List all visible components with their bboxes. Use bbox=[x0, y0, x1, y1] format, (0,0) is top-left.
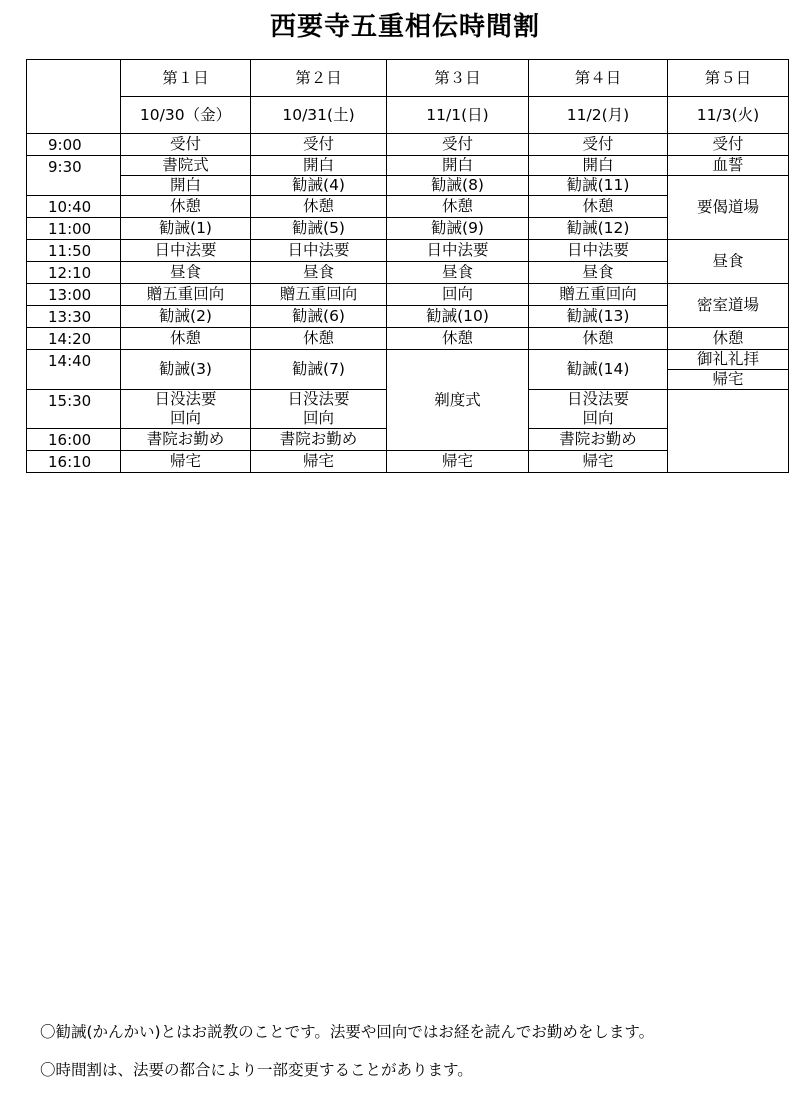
session-cell: 休憩 bbox=[529, 196, 668, 218]
session-cell: 開白 bbox=[121, 176, 251, 196]
session-line: 日没法要 bbox=[287, 390, 350, 408]
session-cell: 剃度式 bbox=[387, 350, 529, 451]
session-line: 回向 bbox=[302, 409, 334, 427]
time-label: 13:30 bbox=[27, 306, 121, 328]
time-label: 11:00 bbox=[27, 218, 121, 240]
session-cell: 日中法要 bbox=[387, 240, 529, 262]
session-cell: 書院お勤め bbox=[529, 429, 668, 451]
session-cell: 帰宅 bbox=[387, 451, 529, 473]
day-date: 11/3(火) bbox=[668, 97, 789, 134]
session-cell: 贈五重回向 bbox=[251, 284, 387, 306]
session-cell: 昼食 bbox=[387, 262, 529, 284]
session-cell: 勧誡(7) bbox=[251, 350, 387, 390]
day-header: 第５日 bbox=[668, 60, 789, 97]
time-label: 13:00 bbox=[27, 284, 121, 306]
session-cell: 勧誡(2) bbox=[121, 306, 251, 328]
session-cell: 休憩 bbox=[668, 328, 789, 350]
session-line: 日没法要 bbox=[566, 390, 629, 408]
session-cell: 帰宅 bbox=[121, 451, 251, 473]
session-cell: 帰宅 bbox=[251, 451, 387, 473]
session-cell: 開白 bbox=[529, 156, 668, 176]
session-cell: 血誓 bbox=[668, 156, 789, 176]
session-cell: 受付 bbox=[251, 134, 387, 156]
session-line: 回向 bbox=[582, 409, 614, 427]
empty-cell bbox=[668, 390, 789, 473]
time-label: 16:10 bbox=[27, 451, 121, 473]
day-header: 第１日 bbox=[121, 60, 251, 97]
session-cell bbox=[529, 390, 668, 429]
session-cell: 昼食 bbox=[251, 262, 387, 284]
session-line: 回向 bbox=[169, 409, 201, 427]
session-cell: 帰宅 bbox=[529, 451, 668, 473]
time-label: 9:00 bbox=[27, 134, 121, 156]
session-cell: 休憩 bbox=[121, 328, 251, 350]
session-cell: 密室道場 bbox=[668, 284, 789, 328]
session-cell: 勧誡(8) bbox=[387, 176, 529, 196]
session-cell: 勧誡(1) bbox=[121, 218, 251, 240]
notes bbox=[40, 1021, 654, 1081]
time-label: 11:50 bbox=[27, 240, 121, 262]
session-cell: 受付 bbox=[387, 134, 529, 156]
session-cell bbox=[251, 390, 387, 429]
session-cell: 受付 bbox=[121, 134, 251, 156]
session-cell: 昼食 bbox=[121, 262, 251, 284]
session-cell: 休憩 bbox=[251, 196, 387, 218]
session-cell: 日中法要 bbox=[251, 240, 387, 262]
day-date: 10/30（金） bbox=[121, 97, 251, 134]
day-date: 11/2(月) bbox=[529, 97, 668, 134]
day-header: 第２日 bbox=[251, 60, 387, 97]
note-line: 〇勧誡(かんかい)とはお説教のことです。法要や回向ではお経を読んでお勤めをします。 bbox=[40, 1023, 655, 1041]
session-cell: 帰宅 bbox=[668, 370, 789, 390]
time-label: 16:00 bbox=[27, 429, 121, 451]
session-cell: 御礼礼拝 bbox=[668, 350, 789, 370]
session-cell: 贈五重回向 bbox=[529, 284, 668, 306]
time-label: 9:30 bbox=[27, 156, 121, 196]
time-label: 12:10 bbox=[27, 262, 121, 284]
session-cell: 勧誡(9) bbox=[387, 218, 529, 240]
session-cell: 勧誡(6) bbox=[251, 306, 387, 328]
session-cell: 勧誡(10) bbox=[387, 306, 529, 328]
session-cell: 休憩 bbox=[387, 328, 529, 350]
session-cell: 書院式 bbox=[121, 156, 251, 176]
session-cell: 昼食 bbox=[668, 240, 789, 284]
session-cell: 要偈道場 bbox=[668, 176, 789, 240]
session-cell: 勧誡(12) bbox=[529, 218, 668, 240]
timetable bbox=[26, 59, 789, 473]
session-cell: 書院お勤め bbox=[121, 429, 251, 451]
session-cell: 受付 bbox=[668, 134, 789, 156]
day-date: 10/31(土) bbox=[251, 97, 387, 134]
session-line: 日没法要 bbox=[154, 390, 217, 408]
session-cell: 贈五重回向 bbox=[121, 284, 251, 306]
session-cell: 開白 bbox=[387, 156, 529, 176]
session-cell: 開白 bbox=[251, 156, 387, 176]
page-title: 西要寺五重相伝時間割 bbox=[269, 12, 540, 42]
time-label: 10:40 bbox=[27, 196, 121, 218]
session-cell: 書院お勤め bbox=[251, 429, 387, 451]
session-cell: 日中法要 bbox=[529, 240, 668, 262]
session-cell: 昼食 bbox=[529, 262, 668, 284]
session-cell bbox=[121, 390, 251, 429]
session-cell: 回向 bbox=[387, 284, 529, 306]
corner-cell bbox=[27, 60, 121, 134]
time-label: 15:30 bbox=[27, 390, 121, 429]
session-cell: 休憩 bbox=[121, 196, 251, 218]
session-cell: 勧誡(13) bbox=[529, 306, 668, 328]
day-date: 11/1(日) bbox=[387, 97, 529, 134]
session-cell: 日中法要 bbox=[121, 240, 251, 262]
session-cell: 受付 bbox=[529, 134, 668, 156]
session-cell: 勧誡(3) bbox=[121, 350, 251, 390]
session-cell: 休憩 bbox=[387, 196, 529, 218]
session-cell: 勧誡(5) bbox=[251, 218, 387, 240]
session-cell: 勧誡(14) bbox=[529, 350, 668, 390]
note-line: 〇時間割は、法要の都合により一部変更することがあります。 bbox=[40, 1061, 473, 1079]
day-header: 第３日 bbox=[387, 60, 529, 97]
session-cell: 休憩 bbox=[529, 328, 668, 350]
session-cell: 休憩 bbox=[251, 328, 387, 350]
session-cell: 勧誡(4) bbox=[251, 176, 387, 196]
time-label: 14:20 bbox=[27, 328, 121, 350]
time-label: 14:40 bbox=[27, 350, 121, 390]
day-header: 第４日 bbox=[529, 60, 668, 97]
session-cell: 勧誡(11) bbox=[529, 176, 668, 196]
